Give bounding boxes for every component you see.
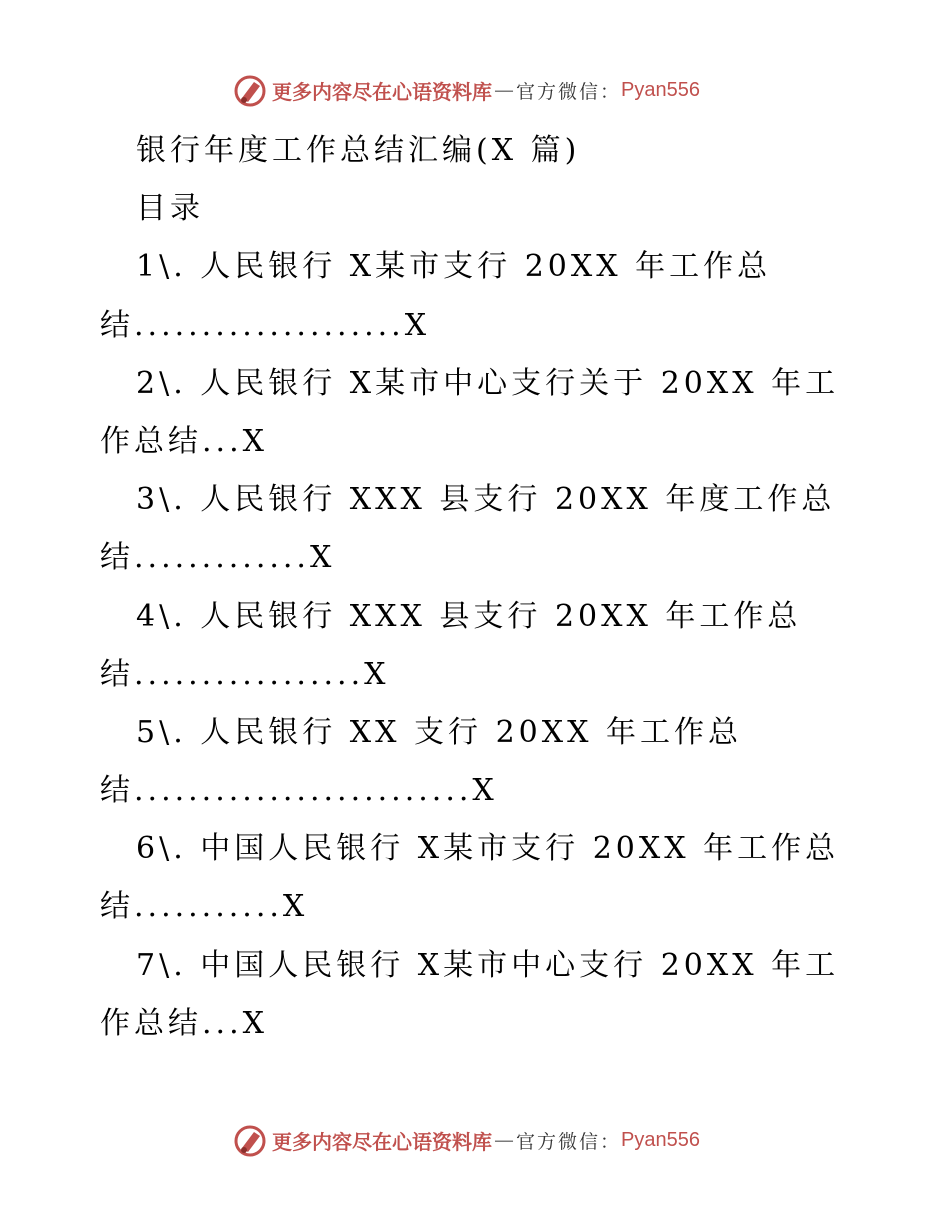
document-title: 银行年度工作总结汇编(X 篇) (136, 133, 581, 168)
toc-entry-5-line-2: 结.........................X (100, 773, 498, 809)
toc-entry-7-line-2: 作总结...X (100, 1005, 268, 1041)
pen-logo-icon (232, 72, 268, 108)
watermark-account-id: Pyan556 (621, 1128, 700, 1151)
toc-entry-2-line-1: 2\. 人民银行 X某市中心支行关于 20XX 年工 (136, 365, 840, 401)
toc-entry-3-line-1: 3\. 人民银行 XXX 县支行 20XX 年度工作总 (136, 482, 836, 518)
toc-entry-6-line-1: 6\. 中国人民银行 X某市支行 20XX 年工作总 (136, 831, 840, 867)
document-body (100, 122, 840, 1053)
toc-entry-4-line-2: 结.................X (100, 656, 390, 692)
footer-watermark (232, 1120, 700, 1160)
watermark-account-id: Pyan556 (621, 78, 700, 101)
pen-logo-icon (232, 1122, 268, 1158)
watermark-official-label: 官方微信： (516, 1130, 622, 1153)
toc-entry-1-line-2: 结....................X (100, 307, 431, 343)
watermark-separator: — (494, 1128, 514, 1152)
toc-heading: 目录 (136, 191, 204, 227)
header-watermark (232, 70, 700, 110)
toc-entry-2-line-2: 作总结...X (100, 423, 268, 459)
watermark-brand-text: 更多内容尽在心语资料库 (272, 1129, 492, 1154)
toc-entry-7-line-1: 7\. 中国人民银行 X某市中心支行 20XX 年工 (136, 947, 840, 983)
watermark-official-label: 官方微信： (516, 80, 622, 103)
watermark-separator: — (494, 78, 514, 102)
watermark-brand-text: 更多内容尽在心语资料库 (272, 79, 492, 104)
toc-entry-1-line-1: 1\. 人民银行 X某市支行 20XX 年工作总 (136, 249, 772, 285)
toc-entry-4-line-1: 4\. 人民银行 XXX 县支行 20XX 年工作总 (136, 598, 802, 634)
toc-entry-6-line-2: 结...........X (100, 889, 309, 925)
toc-entry-5-line-1: 5\. 人民银行 XX 支行 20XX 年工作总 (136, 714, 743, 750)
toc-entry-3-line-2: 结.............X (100, 540, 336, 576)
